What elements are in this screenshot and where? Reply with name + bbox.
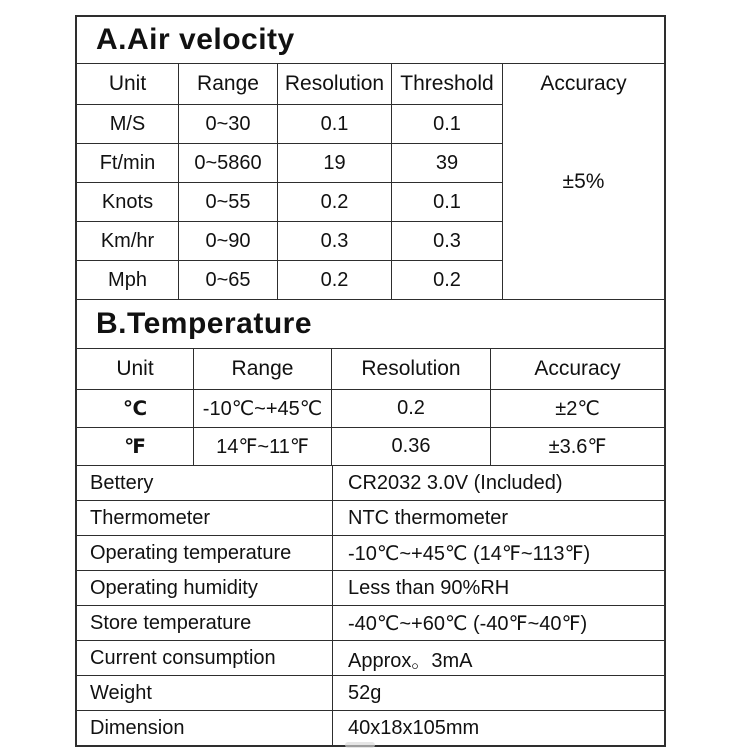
spec-value: Less than 90%RH [333,571,664,606]
cell-range: 0~65 [179,261,278,299]
spec-value: Approx。3mA [333,641,664,676]
cell-resolution: 19 [278,144,392,183]
spec-label: Bettery [77,466,333,501]
cell-unit: Km/hr [77,222,179,261]
cell-range: -10℃~+45℃ [194,390,332,428]
spec-value: -40℃~+60℃ (-40℉~40℉) [333,606,664,641]
cell-unit: Mph [77,261,179,299]
air-velocity-header-row [77,64,664,105]
cell-resolution: 0.1 [278,105,392,144]
cell-threshold: 0.1 [392,183,503,222]
spec-row-store-temperature [77,606,664,641]
header-range: Range [179,64,278,105]
cell-accuracy: ±3.6℉ [491,428,664,466]
spec-row-dimension [77,711,664,745]
spec-value: NTC thermometer [333,501,664,536]
header-resolution: Resolution [332,349,491,390]
spec-row-current-consumption [77,641,664,676]
spec-label: Current consumption [77,641,333,676]
cell-resolution: 0.2 [278,261,392,299]
spec-label: Operating temperature [77,536,333,571]
spec-row-thermometer [77,501,664,536]
spec-row-weight [77,676,664,711]
header-unit: Unit [77,349,194,390]
spec-row-battery [77,466,664,501]
cell-accuracy: ±2℃ [491,390,664,428]
cell-resolution: 0.2 [332,390,491,428]
watermark-smudge [345,742,375,748]
spec-value: 40x18x105mm [348,716,480,739]
table-row [77,428,664,466]
cell-threshold: 39 [392,144,503,183]
cell-threshold: 0.1 [392,105,503,144]
table-row [77,390,664,428]
cell-range: 0~90 [179,222,278,261]
cell-unit-celsius: ℃ [77,390,194,428]
header-accuracy: Accuracy [491,349,664,390]
spec-value: CR2032 3.0V (Included) [333,466,664,501]
spec-sheet [75,15,666,747]
temperature-table [77,349,664,466]
cell-resolution: 0.36 [332,428,491,466]
spec-row-operating-temperature [77,536,664,571]
cell-unit: Knots [77,183,179,222]
header-range: Range [194,349,332,390]
cell-threshold: 0.3 [392,222,503,261]
spec-label: Dimension [77,711,333,745]
spec-row-operating-humidity [77,571,664,606]
cell-unit-fahrenheit: ℉ [77,428,194,466]
header-accuracy: Accuracy [540,72,627,95]
section-a-title: A.Air velocity [77,17,664,64]
cell-range: 0~30 [179,105,278,144]
temperature-header-row [77,349,664,390]
spec-label: Operating humidity [77,571,333,606]
cell-range: 0~5860 [179,144,278,183]
accuracy-value: ±5% [562,169,605,193]
section-b-title: B.Temperature [77,299,664,349]
spec-label: Weight [77,676,333,711]
cell-resolution: 0.2 [278,183,392,222]
cell-range: 0~55 [179,183,278,222]
cell-unit: Ft/min [77,144,179,183]
cell-range: 14℉~11℉ [194,428,332,466]
spec-label: Thermometer [77,501,333,536]
cell-threshold: 0.2 [392,261,503,299]
header-threshold: Threshold [392,64,503,105]
header-unit: Unit [77,64,179,105]
cell-resolution: 0.3 [278,222,392,261]
spec-value: 52g [333,676,664,711]
general-specs-table [77,466,664,745]
header-resolution: Resolution [278,64,392,105]
spec-value: -10℃~+45℃ (14℉~113℉) [333,536,664,571]
accuracy-merged-cell [503,64,664,299]
spec-label: Store temperature [77,606,333,641]
cell-unit: M/S [77,105,179,144]
air-velocity-table [77,64,664,299]
